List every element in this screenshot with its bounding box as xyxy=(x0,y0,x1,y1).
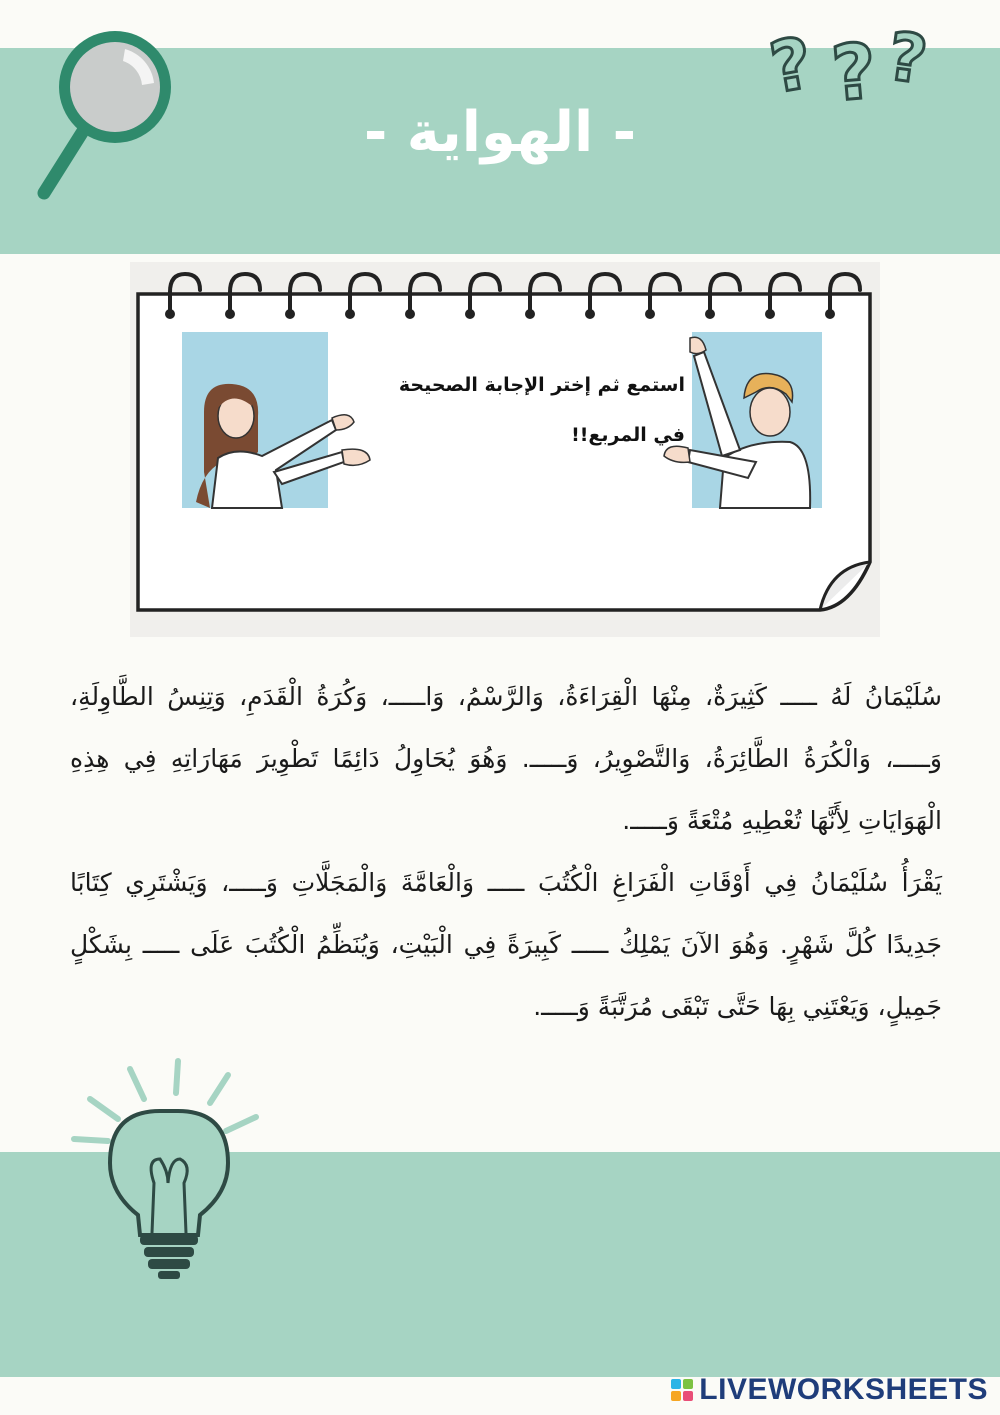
passage-paragraph-1: سُلَيْمَانُ لَهُ ـــــ كَثِيرَةٌ، مِنْهَا الْقِرَاءَةُ، وَالرَّسْمُ، وَاـــــ، وَكُرَةُ الْقَدَمِ، وَتِنِسُ الطَّاوِلَةِ، وَـــــ، وَالْكُرَةُ الطَّائِرَةُ، وَالتَّصْوِيرُ، وَـــــ. وَهُوَ يُحَاوِلُ دَائِمًا تَطْوِيرَ مَهَارَاتِهِ فِي هِذِهِ الْهَوَايَاتِ لِأَنَّهَا تُعْطِيهِ مُتْعَةً وَـــــ. xyxy=(70,682,942,835)
instruction-line-2: في المربع!! xyxy=(571,424,685,446)
instruction-line-1: استمع ثم إختر الإجابة الصحيحة xyxy=(398,374,685,396)
liveworksheets-logo-icon xyxy=(671,1379,693,1401)
svg-text:?: ? xyxy=(764,21,819,110)
lightbulb-icon xyxy=(60,1055,270,1285)
liveworksheets-brand[interactable] xyxy=(671,1372,988,1408)
page-title: - الهواية - xyxy=(364,100,636,165)
instruction-text xyxy=(330,360,685,460)
question-marks-icon xyxy=(764,10,950,119)
reading-passage xyxy=(70,666,942,1038)
svg-text:?: ? xyxy=(828,25,881,119)
brand-text: LIVEWORKSHEETS xyxy=(699,1373,988,1406)
passage-paragraph-2: يَقْرَأُ سُلَيْمَانُ فِي أَوْقَاتِ الْفَرَاغِ الْكُتُبَ ـــــ وَالْعَامَّةَ وَالْمَجَلَّاتِ وَـــــ، وَيَشْتَرِي كِتَابًا جَدِيدًا كُلَّ شَهْرٍ. وَهُوَ الآنَ يَمْلِكُ ـــــ كَبِيرَةً فِي الْبَيْتِ، وَيُنَظِّمُ الْكُتُبَ عَلَى ـــــ بِشَكْلٍ جَمِيلٍ، وَيَعْتَنِي بِهَا حَتَّى تَبْقَى مُرَتَّبَةً وَـــــ. xyxy=(70,868,942,1021)
svg-text:?: ? xyxy=(882,17,932,100)
